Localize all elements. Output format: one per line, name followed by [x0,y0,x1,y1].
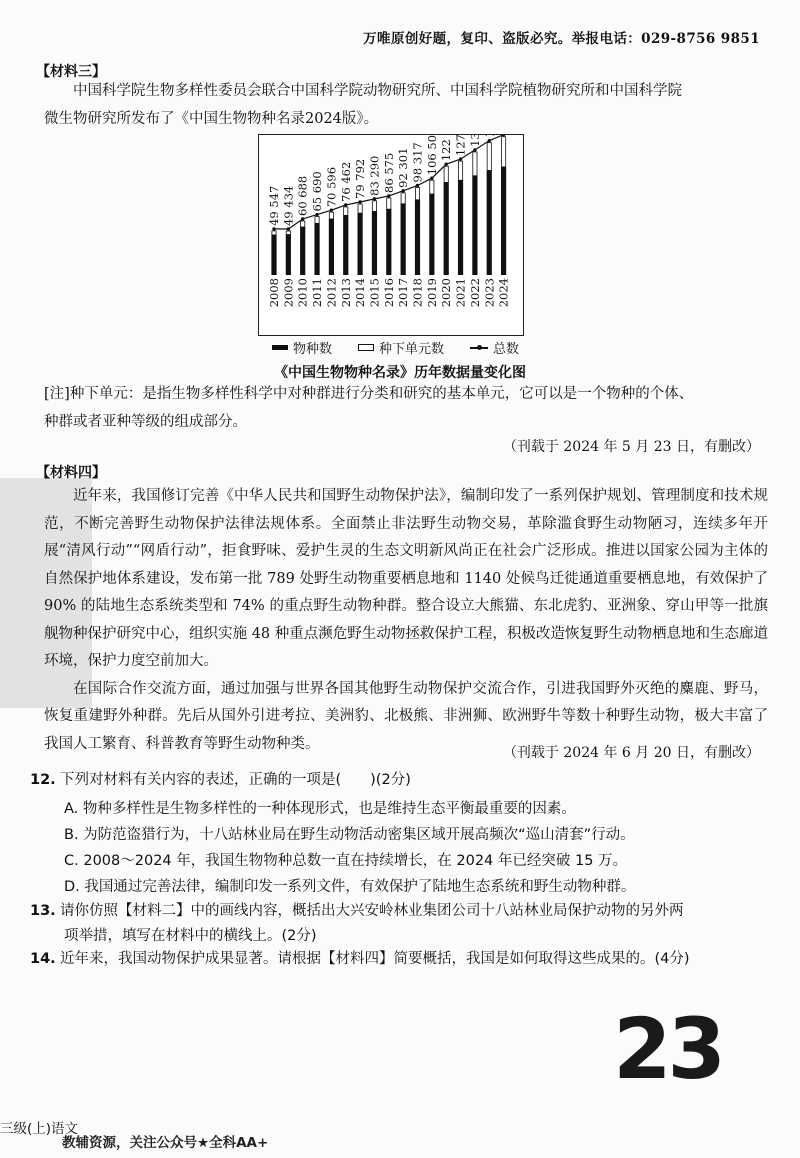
bar-species-2014 [358,213,363,275]
infraspecific-swatch-icon [358,344,374,351]
x-tick-label: 2019 [424,278,439,308]
footer-promo: 教辅资源，关注公众号★全科AA+ [62,1135,269,1151]
chart-caption: 《中国生物物种名录》历年数据量变化图 [274,365,526,381]
question-14-number: 14. [30,951,56,967]
x-tick-label: 2009 [281,278,296,308]
total-point-2016 [387,194,390,197]
bar-infraspecific-2012 [329,212,333,219]
species-chart [258,134,524,336]
data-label-total [482,135,496,138]
question-13-line-2: 项举措，填写在材料中的横线上。(2分) [64,928,317,944]
material-3-intro-line-2: 微生物研究所发布了《中国生物物种名录2024版》。 [44,110,379,127]
x-tick-label: 2021 [453,278,468,308]
material-4-paragraph-1: 近年来，我国修订完善《中华人民共和国野生动物保护法》，编制印发了一系列保护规划、管理制度和技术规范，不断完善野生动物保护法律法规体系。全面禁止非法野生动物交易，革除滥食野生动物陋习，连续多年开展“清风行动”“网盾行动”，拒食野味、爱护生灵的生态文明新风尚正在社会广泛形成。推进以国家公园为主体的自然保护地体系建设，发布第一批 789 处野生动物重要栖息地和 1140 处候鸟迁徙通道重要栖息地，有效保护了 90% 的陆地生态系统类型和 74% 的重点野生动物种群。整合设立大熊猫、东北虎豹、亚洲象、穿山甲等一批旗舰物种保护研究中心，组织实施 48 种重点濒危野生动物拯救保护工程，积极改造恢复野生动物栖息地和生态廊道环境，保护力度空前加大。 [44,488,768,669]
bar-species-2012 [329,219,334,275]
data-label-total: 86 575 [381,152,396,193]
total-point-2015 [373,197,376,200]
data-label-total: 122 280 [439,135,454,162]
data-label-total: 83 290 [367,155,382,196]
total-point-2008 [272,227,275,230]
material-3-intro-line-1: 中国科学院生物多样性委员会联合中国科学院动物研究所、中国科学院植物研究所和中国科学院 [73,83,682,99]
bar-infraspecific-2019 [430,180,434,194]
note-line-2: 种群或者亚种等级的组成部分。 [44,413,247,430]
legend-item-total [470,338,519,357]
total-point-2013 [344,203,347,206]
bar-infraspecific-2013 [344,207,348,215]
bar-infraspecific-2010 [301,221,305,227]
total-point-2022 [473,148,476,151]
x-tick-label: 2022 [467,278,482,308]
question-13-number: 13. [30,903,56,919]
material-3-source: （刊载于 2024 年 5 月 23 日，有删改） [502,439,760,455]
legend-infraspecific-label: 种下单元数 [379,342,445,357]
bar-species-2011 [314,223,319,275]
total-point-2023 [488,139,491,142]
bar-species-2010 [300,227,305,275]
x-tick-label: 2008 [267,278,281,308]
bar-infraspecific-2015 [372,201,376,211]
bar-infraspecific-2020 [444,166,448,182]
total-point-2011 [315,213,318,216]
total-point-2020 [445,162,448,165]
x-tick-label: 2015 [367,278,382,308]
legend-total-label: 总数 [493,342,520,357]
x-tick-label: 2011 [310,278,325,308]
bar-species-2022 [472,176,477,275]
bar-infraspecific-2022 [473,152,477,176]
x-tick-label: 2012 [324,278,339,308]
data-label-total: 76 462 [338,161,353,202]
bar-species-2009 [286,235,291,275]
data-label-total: 98 317 [410,142,425,183]
legend-item-species [272,338,332,357]
bar-infraspecific-2009 [286,231,290,235]
total-point-2021 [459,157,462,160]
data-label-total: 70 596 [324,166,339,208]
total-point-2018 [416,184,419,187]
data-label-total: 60 688 [295,175,310,216]
question-12-option-d: D. 我国通过完善法律，编制印发一系列文件，有效保护了陆地生态系统和野生动物种群。 [64,879,636,895]
x-tick-label: 2024 [496,278,511,308]
bar-species-2008 [271,235,276,275]
bar-infraspecific-2018 [415,187,419,199]
total-point-2009 [287,227,290,230]
bar-species-2018 [415,200,420,275]
x-tick-label: 2016 [381,278,396,308]
bar-species-2015 [372,211,377,275]
x-tick-label: 2018 [410,278,425,308]
data-label-total [454,135,468,156]
question-14 [30,946,770,972]
x-tick-label: 2023 [482,278,497,308]
total-point-2012 [330,208,333,211]
material-3-intro [44,78,768,133]
data-label-total: 49 547 [267,185,281,226]
question-14-text: 近年来，我国动物保护成果显著。请根据【材料四】简要概括，我国是如何取得这些成果的。(4分) [60,951,690,967]
total-point-2017 [401,189,404,192]
bar-infraspecific-2017 [401,193,405,204]
bar-infraspecific-2016 [387,198,391,209]
x-tick-label: 2020 [439,278,454,308]
bar-infraspecific-2011 [315,217,319,224]
bar-species-2019 [429,194,434,275]
page-number: 23 [613,1000,722,1098]
note-line-1: [注]种下单元：是指生物多样性科学中对种群进行分类和研究的基本单元，它可以是一个物种的个体、 [44,386,694,402]
total-point-2024 [502,135,505,136]
question-12 [30,767,770,793]
material-4-title: 【材料四】 [36,465,106,481]
total-point-2010 [301,217,304,220]
total-point-2019 [430,177,433,180]
bar-species-2020 [444,182,449,275]
question-12-text: 下列对材料有关内容的表述，正确的一项是( )(2分) [60,772,411,788]
data-label-total [468,135,482,147]
question-12-option-a: A. 物种多样性是生物多样性的一种体现形式，也是维持生态平衡最重要的因素。 [64,801,576,817]
data-label-total: 65 690 [310,171,325,212]
bar-species-2017 [401,204,406,275]
x-tick-label: 2010 [295,278,310,308]
material-3-title: 【材料三】 [36,64,106,80]
bar-species-2024 [501,167,506,275]
legend-species-label: 物种数 [293,342,333,357]
bar-species-2013 [343,215,348,275]
footer-grade: 三级(上)语文 [0,1121,79,1137]
bar-infraspecific-2021 [458,161,462,180]
material-4-paragraph-2: 在国际合作交流方面，通过加强与世界各国其他野生动物保护交流合作，引进我国野外灭绝的麋鹿、野马，恢复重建野外种群。先后从国外引进考拉、美洲豹、北极熊、非洲狮、欧洲野牛等数十种野生动物，极大丰富了我国人工繁育、科普教育等野生动物种类。 [44,680,768,752]
question-12-number: 12. [30,772,56,788]
data-label-total: 79 792 [353,158,368,199]
material-3-note [44,381,768,436]
question-12-option-b: B. 为防范盗猎行为，十八站林业局在野生动物活动密集区域开展高频次“巡山清套”行动。 [64,827,635,843]
bar-infraspecific-2014 [358,204,362,213]
x-tick-label: 2013 [338,278,353,308]
material-4-source: （刊载于 2024 年 6 月 20 日，有删改） [502,745,760,761]
question-13 [30,898,770,924]
chart-legend [272,338,519,357]
total-line-swatch-icon [470,344,488,352]
data-label-total: 92 301 [396,147,411,188]
copyright-notice: 万唯原创好题，复印、盗版必究。举报电话：029-8756 9851 [363,31,760,47]
question-13-line-1: 请你仿照【材料二】中的画线内容，概括出大兴安岭林业集团公司十八站林业局保护动物的另外两 [60,903,684,919]
total-point-2014 [358,200,361,203]
data-label-total: 106 509 [424,135,439,176]
bar-species-2016 [386,209,391,275]
bar-infraspecific-2023 [487,143,491,171]
species-chart-svg [259,135,523,335]
question-12-option-c: C. 2008～2024 年，我国生物物种总数一直在持续增长，在 2024 年已经突破 15 万。 [64,853,628,869]
material-4-body [44,483,768,758]
bar-species-2021 [458,180,463,275]
x-tick-label: 2014 [353,278,368,308]
legend-item-infraspecific [358,338,444,357]
species-swatch-icon [272,345,288,350]
bar-infraspecific-2008 [272,231,276,235]
data-label-total: 49 434 [281,185,296,227]
x-tick-label: 2017 [396,278,411,308]
bar-infraspecific-2024 [502,137,506,167]
bar-species-2023 [487,170,492,275]
